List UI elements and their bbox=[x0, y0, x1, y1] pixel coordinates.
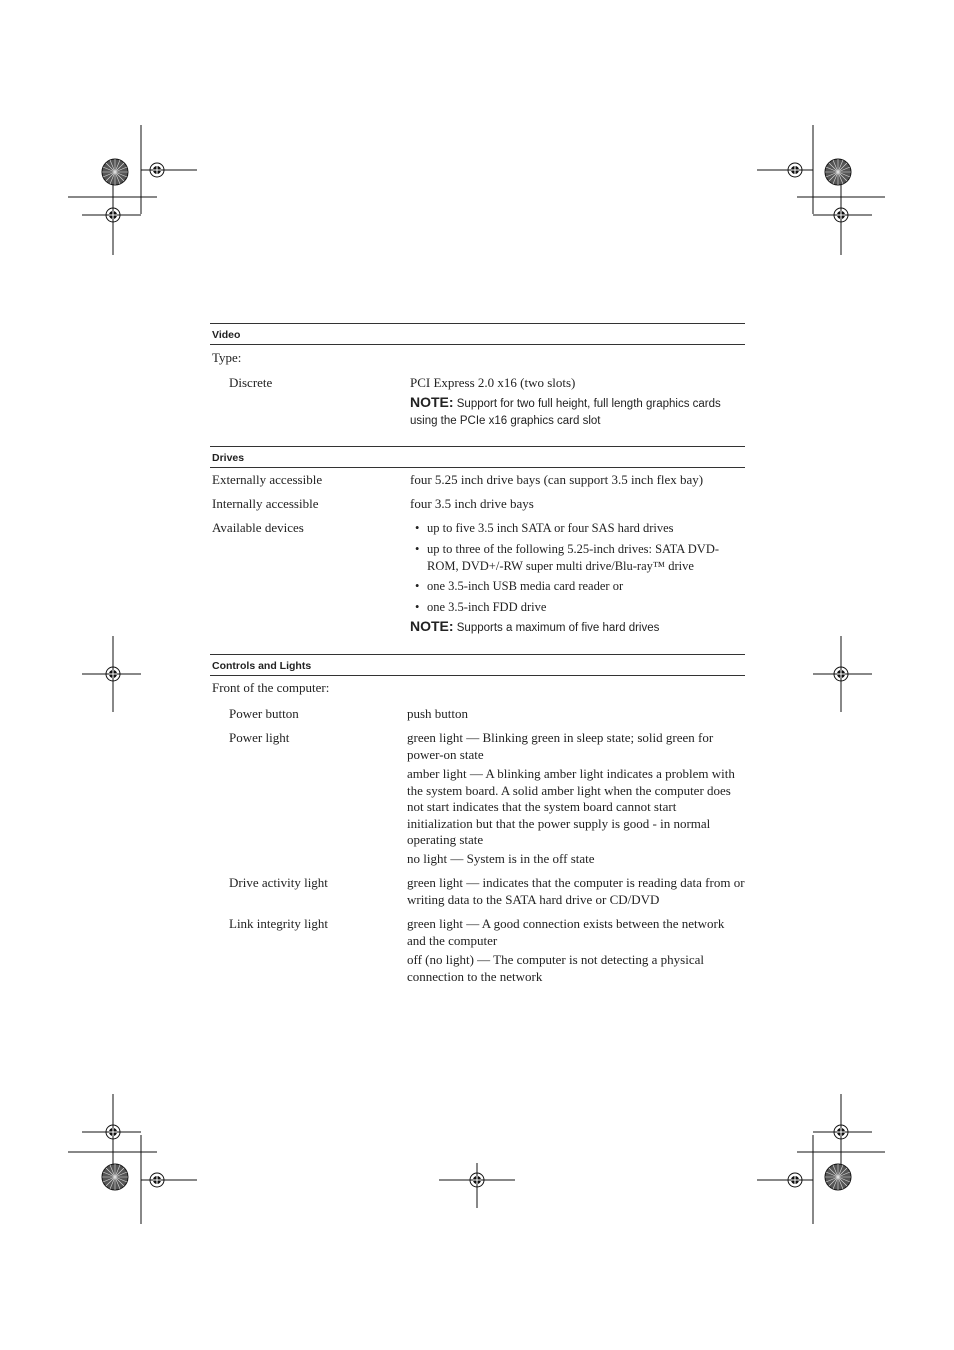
device-item-text: up to three of the following 5.25-inch drives: SATA DVD-ROM, DVD+/-RW super multi drive/Blu-ray™ drive bbox=[427, 542, 720, 573]
video-note bbox=[410, 394, 745, 429]
drives-note-text: Supports a maximum of five hard drives bbox=[456, 622, 660, 634]
video-section-heading: Video bbox=[210, 323, 745, 345]
list-item: • up to five 3.5 inch SATA or four SAS hard drives bbox=[415, 520, 745, 537]
link-integrity-off: off (no light) — The computer is not detecting a physical connection to the network bbox=[407, 952, 705, 984]
list-item: • one 3.5-inch FDD drive bbox=[415, 599, 745, 616]
note-label: NOTE: bbox=[410, 618, 454, 634]
video-discrete-value: PCI Express 2.0 x16 (two slots) bbox=[410, 375, 576, 390]
drives-internal-value: four 3.5 inch drive bays bbox=[410, 496, 534, 511]
drive-activity-value: green light — indicates that the computer is reading data from or writing data to the SATA hard drive or CD/DVD bbox=[407, 875, 745, 907]
device-item-text: up to five 3.5 inch SATA or four SAS hard drives bbox=[427, 521, 674, 535]
power-light-label: Power light bbox=[229, 730, 290, 745]
drives-section-heading: Drives bbox=[210, 446, 745, 468]
drives-devices-label: Available devices bbox=[212, 520, 304, 535]
power-button-value: push button bbox=[407, 706, 469, 721]
video-note-text: Support for two full height, full length graphics cards using the PCIe x16 graphics card slot bbox=[410, 398, 721, 427]
link-integrity-green: green light — A good connection exists between the network and the computer bbox=[407, 916, 725, 948]
video-discrete-label: Discrete bbox=[229, 375, 273, 390]
front-of-computer-label: Front of the computer: bbox=[212, 680, 330, 695]
power-button-label: Power button bbox=[229, 706, 299, 721]
list-item: • one 3.5-inch USB media card reader or bbox=[415, 578, 745, 595]
device-item-text: one 3.5-inch FDD drive bbox=[427, 600, 547, 614]
note-label: NOTE: bbox=[410, 394, 454, 410]
drives-internal-label: Internally accessible bbox=[212, 496, 319, 511]
power-light-green: green light — Blinking green in sleep state; solid green for power-on state bbox=[407, 730, 714, 762]
drives-external-value: four 5.25 inch drive bays (can support 3.5 inch flex bay) bbox=[410, 472, 704, 487]
drives-note bbox=[410, 618, 745, 637]
list-item: • up to three of the following 5.25-inch drives: SATA DVD-ROM, DVD+/-RW super multi drive/Blu-ray™ drive bbox=[415, 541, 745, 574]
controls-section-heading: Controls and Lights bbox=[210, 654, 745, 676]
power-light-amber: amber light — A blinking amber light indicates a problem with the system board. A solid amber light when the computer does not start indicates that the system board cannot start initialization but that the power supply is good - in normal operating state bbox=[407, 766, 735, 847]
power-light-none: no light — System is in the off state bbox=[407, 851, 595, 866]
video-type-label: Type: bbox=[212, 350, 242, 365]
link-integrity-label: Link integrity light bbox=[229, 916, 328, 931]
device-item-text: one 3.5-inch USB media card reader or bbox=[427, 579, 624, 593]
drives-external-label: Externally accessible bbox=[212, 472, 323, 487]
drive-activity-label: Drive activity light bbox=[229, 875, 328, 890]
